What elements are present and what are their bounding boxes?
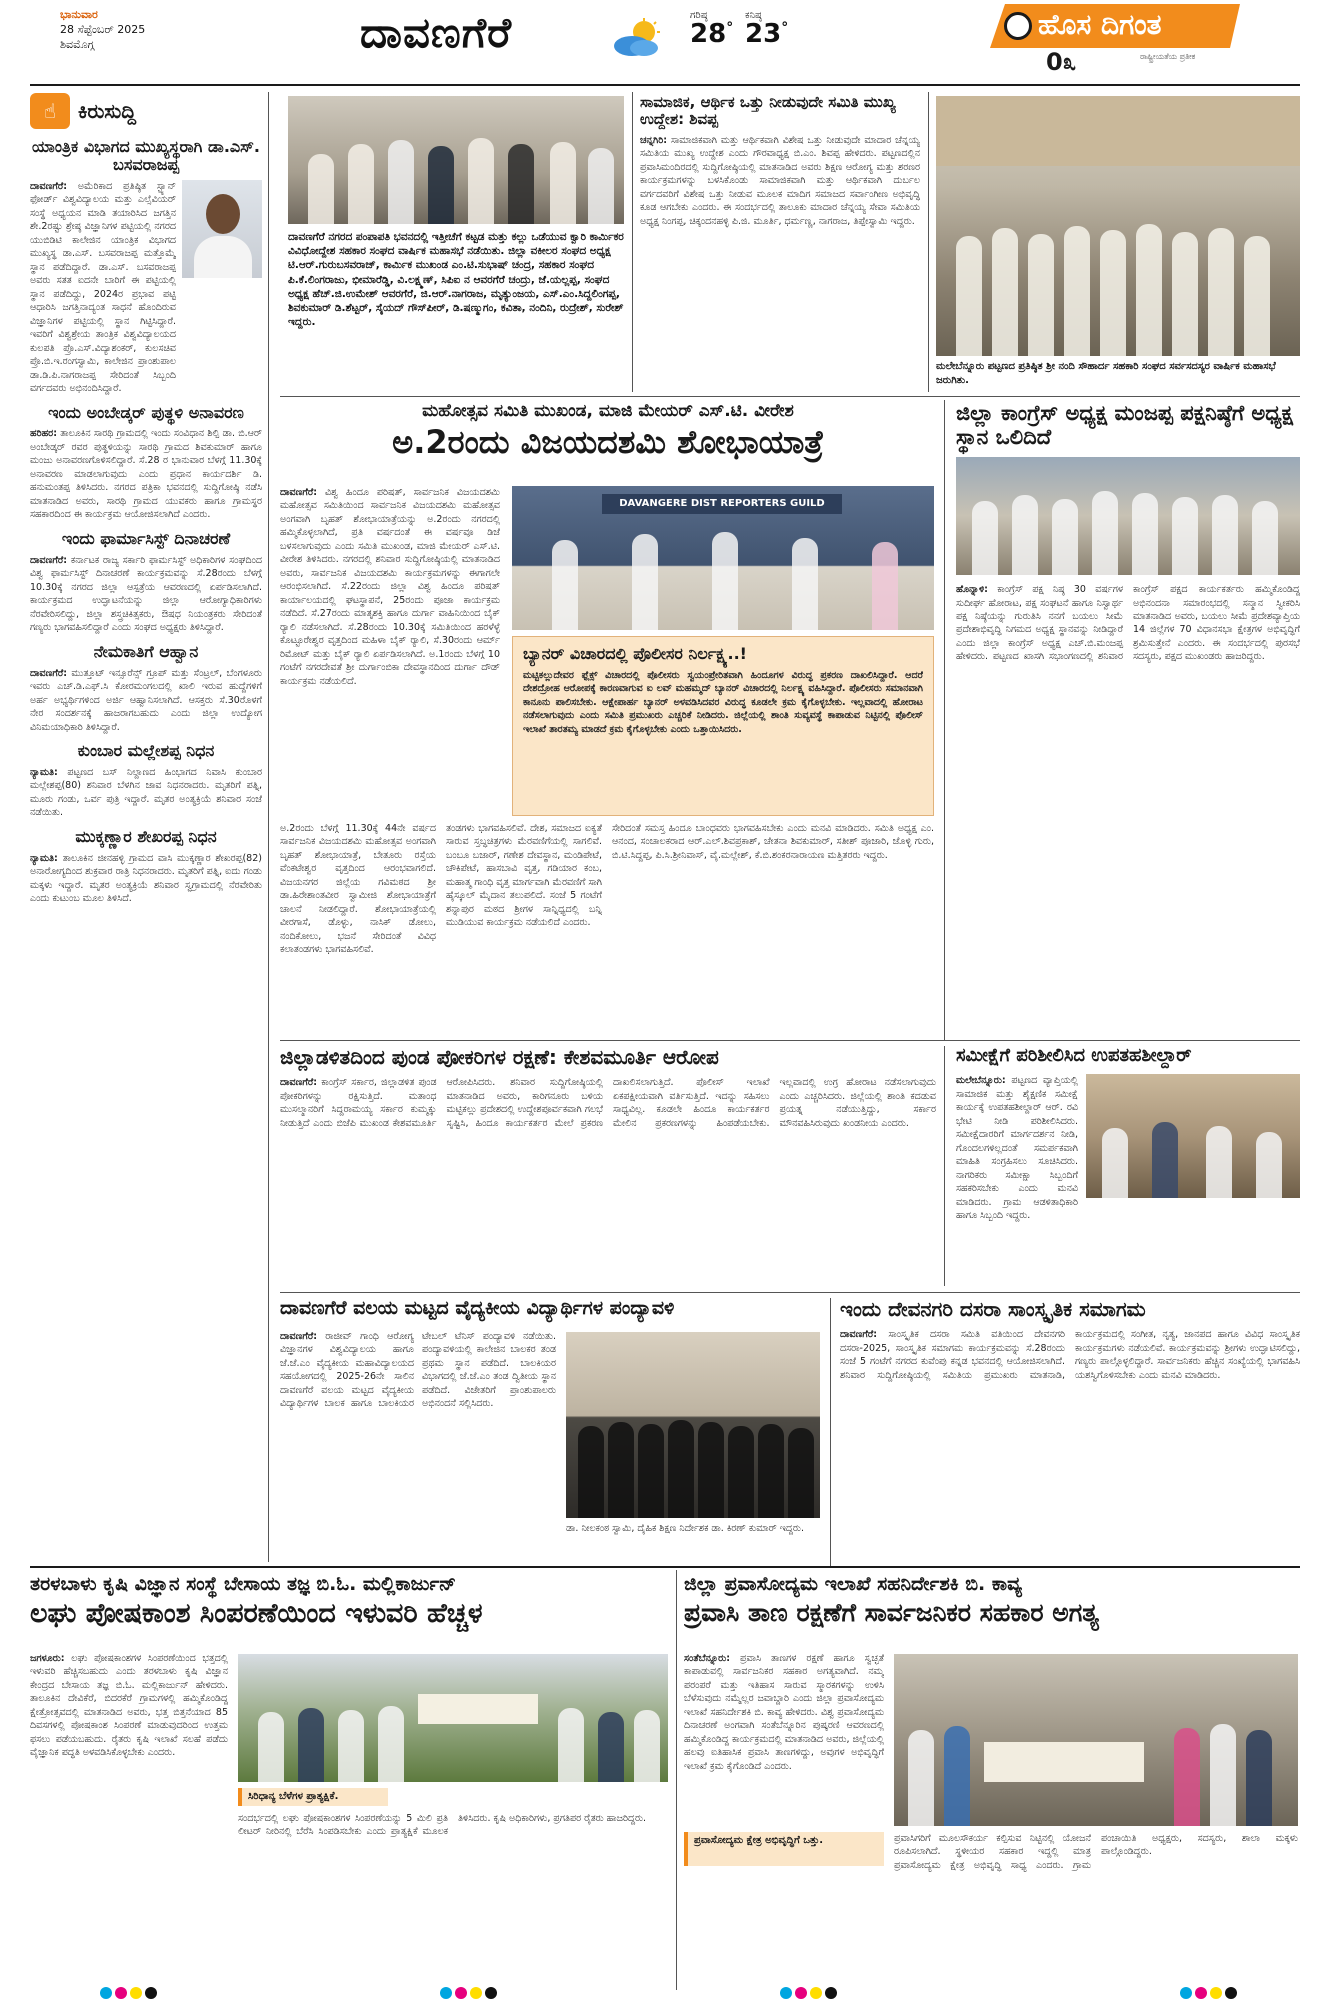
kiru-item-3-body [30,554,262,635]
kiru-item-5 [30,742,262,820]
top-caption-1: ದಾವಣಗೆರೆ ನಗರದ ಪಂಪಾಪತಿ ಭವನದಲ್ಲಿ ಇತ್ತೀಚೆಗೆ ಕಟ್ಟಡ ಮತ್ತು ಕಲ್ಲು ಒಡೆಯುವ ಕ್ವಾರಿ ಕಾರ್ಮಿಕರ ವಿವಿಧೋದ್ದೇಶ ಸಹಕಾರ ಸಂಘದ ವಾರ್ಷಿಕ ಮಹಾಸಭೆ ನಡೆಯಿತು. ಜಿಲ್ಲಾ ವಕೀಲರ ಸಂಘದ ಅಧ್ಯಕ್ಷ ಟಿ.ಆರ್.ಗುರುಬಸವರಾಜ್, ಕಾರ್ಮಿಕ ಮುಖಂಡ ಎಂ.ಟಿ.ಸುಭಾಷ್ ಚಂದ್ರ, ಸಹಕಾರ ಸಂಘದ ಪಿ.ಕೆ.ಲಿಂಗರಾಜು, ಭೀಮಾರೆಡ್ಡಿ, ವಿ.ಲಕ್ಷ್ಮಣ್, ಸಿಪಿಐ ನ ಆವರಗೆರೆ ಚಂದ್ರು, ಜೆ.ಯಲ್ಲಪ್ಪ, ಸಂಘದ ಅಧ್ಯಕ್ಷ ಹೆಚ್.ಜಿ.ಉಮೇಶ್ ಆವರಗೆರೆ, ಜಿ.ಆರ್.ನಾಗರಾಜ, ಮೃತ್ಯುಂಜಯ, ಎಸ್.ಎಂ.ಸಿದ್ದಲಿಂಗಪ್ಪ, ಶಿವಕುಮಾರ್ ಡಿ.ಶೆಟ್ಟರ್, ಸೈಯದ್ ಗೌಸ್‌ಪೀರ್, ಡಿ.ಷಣ್ಮುಗಂ, ಕವಿತಾ, ನಂದಿನಿ, ರುದ್ರೇಶ್, ಸುರೇಶ್ ಇದ್ದರು. [288,231,624,329]
pravasi-subbox-title: ಪ್ರವಾಸೋದ್ಯಮ ಕ್ಷೇತ್ರ ಅಭಿವೃದ್ಧಿಗೆ ಒತ್ತು. [694,1835,824,1846]
banner-issue-title: ಬ್ಯಾನರ್ ವಿಚಾರದಲ್ಲಿ ಪೊಲೀಸರ ನಿರ್ಲಕ್ಷ್ಯ..! [523,644,747,663]
krishi-subbox [238,1788,388,1806]
kiru-item-3-title: ಇಂದು ಫಾರ್ಮಾಸಿಸ್ಟ್ ದಿನಾಚರಣೆ [61,528,231,548]
upatahsildar-title: ಸಮೀಕ್ಷೆಗೆ ಪರಿಶೀಲಿಸಿದ ಉಪತಹಶೀಲ್ದಾರ್ [956,1046,1192,1066]
pundara-body [280,1076,936,1272]
max-temp-value: 28 [690,19,727,49]
masthead-date: 28 ಸೆಪ್ಟೆಂಬರ್ 2025 [60,22,146,36]
dasara2-dateline: ದಾವಣಗೆರೆ: [840,1329,878,1341]
kiru-item-5-body [30,766,262,820]
max-temp-label: ಗರಿಷ್ಠ [690,10,708,21]
kiru-suddi-badge [30,92,262,130]
kiru-item-1-text: ಅಮೆರಿಕಾದ ಪ್ರತಿಷ್ಠಿತ ಸ್ಟ್ಯಾನ್ ಫೋರ್ಡ್ ವಿಶ್ವವಿದ್ಯಾಲಯ ಮತ್ತು ಎಲ್ಸೆವಿಯರ್ ಸಂಸ್ಥೆ ಅಧ್ಯಯನ ಮಾಡಿ ತಯಾರಿಸಿದ ಜಗತ್ತಿನ ಶೇ.2ರಷ್ಟು ಶ್ರೇಷ್ಠ ವಿಜ್ಞಾನಿಗಳ ಪಟ್ಟಿಯಲ್ಲಿ ನಗರದ ಯುಬಿಡಿಟಿ ಕಾಲೇಜಿನ ಯಾಂತ್ರಿಕ ವಿಭಾಗದ ಮುಖ್ಯಸ್ಥ ಡಾ.ಎಸ್. ಬಸವರಾಜಪ್ಪ ಮತ್ತೊಮ್ಮೆ ಸ್ಥಾನ ಪಡೆದಿದ್ದಾರೆ. ಡಾ.ಎಸ್. ಬಸವರಾಜಪ್ಪ ಅವರು ಸತತ ಐದನೇ ಬಾರಿಗೆ ಈ ಪಟ್ಟಿಯಲ್ಲಿ ಸ್ಥಾನ ಪಡೆದಿದ್ದು, 2024ರ ಪ್ರಭಾವ ಪಟ್ಟಿ ಆಧಾರಿಸಿ ಜಗತ್ತಿನಾದ್ಯಂತ ಸಾಧನೆ ಹೊಂದಿರುವ ವಿಜ್ಞಾನಿಗಳ ಪಟ್ಟಿಯಲ್ಲಿ ಸ್ಥಾನ ಗಿಟ್ಟಿಸಿದ್ದಾರೆ. ಇವರಿಗೆ ವಿಶ್ವಶ್ರೇಯ ತಾಂತ್ರಿಕ ವಿಶ್ವವಿದ್ಯಾಲಯದ ಕುಲಪತಿ ಪ್ರೊ.ಎಸ್.ವಿದ್ಯಾಶಂಕರ್, ಕುಲಸಚಿವ ಪ್ರೊ.ಬಿ.ಇ.ರಂಗಸ್ವಾಮಿ, ಕಾಲೇಜಿನ ಪ್ರಾಂಶುಪಾಲ ಡಾ.ಡಿ.ಪಿ.ನಾಗರಾಜಪ್ಪ ಸೇರಿದಂತೆ ಸಿಬ್ಬಂದಿ ವರ್ಗದವರು ಅಭಿನಂದಿಸಿದ್ದಾರೆ. [30,180,176,395]
reporters-guild-banner: DAVANGERE DIST REPORTERS GUILD [602,494,842,514]
weather-icon [610,18,664,58]
col-rule-3 [928,92,929,392]
top-story-text: ಸಾಮಾಜಿಕವಾಗಿ ಮತ್ತು ಆರ್ಥಿಕವಾಗಿ ವಿಶೇಷ ಒತ್ತು ನೀಡುವುದೇ ಮಾದಾರ ಚೆನ್ನಯ್ಯ ಸಮಿತಿಯ ಮುಖ್ಯ ಉದ್ದೇಶ ಎಂದು ಗೌರವಾಧ್ಯಕ್ಷ ಬಿ.ಎಂ. ಶಿವಪ್ಪ ಹೇಳಿದರು. ಪಟ್ಟಣದಲ್ಲಿನ ಪ್ರವಾಸಿಮಂದಿರದಲ್ಲಿ ಸುದ್ದಿಗೋಷ್ಠಿಯಲ್ಲಿ ಮಾತನಾಡಿದ ಅವರು ಶಿಕ್ಷಣ ಆರೋಗ್ಯ ಮತ್ತು ಶರಣರ ಕಾರ್ಯಕ್ರಮಗಳನ್ನು ಬಳಸಿಕೊಂಡು ಸಾಮಾಜಿಕವಾಗಿ ಮತ್ತು ಆರ್ಥಿಕವಾಗಿ ದುರ್ಬಲ ವರ್ಗದವರಿಗೆ ವಿಶೇಷ ಒತ್ತು ನೀಡುವ ಮೂಲಕ ಮಾದಿಗ ಸಮಾಜದ ಸರ್ವಾಂಗೀಣ ಅಭಿವೃದ್ಧಿ ಕೂಡ ಆಗಬೇಕು ಎಂದರು. ಈ ಸಂದರ್ಭದಲ್ಲಿ ತಾಲೂಕು ಮಾದಾರ ಚೆನ್ನಯ್ಯ ಸೇವಾ ಸಮಿತಿಯ ಅಧ್ಯಕ್ಷ ನಿಂಗಪ್ಪ, ಚಿಕ್ಕಂದನಹಳ್ಳಿ ಪಿ.ಜಿ. ಮೂರ್ತಿ, ಧರ್ಮಣ್ಣ, ನಾಗರಾಜ, ತಿಪ್ಪೇಸ್ವಾಮಿ ಇದ್ದರು. [640,134,920,227]
pundara-dateline: ದಾವಣಗೆರೆ: [280,1077,318,1089]
banner-issue-box [512,636,934,816]
dasara-body-col-b: ತಂಡಗಳು ಭಾಗವಹಿಸಲಿವೆ. ದೇಶ, ಸಮಾಜದ ಐಕ್ಯತೆ ಸಾರುವ ಸ್ತಬ್ಧಚಿತ್ರಗಳು ಮೆರವಣಿಗೆಯಲ್ಲಿ ಸಾಗಲಿವೆ. ಬಂಬೂ ಬಜಾರ್, ಗಣೇಶ ದೇವಸ್ಥಾನ, ಮಂಡಿಪೇಟೆ, ಚೌಕಿಪೇಟೆ, ಹಾಸಬಾವಿ ವೃತ್ತ, ಗಡಿಯಾರ ಕಂಬ, ಮಹಾತ್ಮ ಗಾಂಧಿ ವೃತ್ತ ಮಾರ್ಗವಾಗಿ ಮೆರವಣಿಗೆ ಸಾಗಿ ಹೈಸ್ಕೂಲ್ ಮೈದಾನ ತಲುಪಲಿದೆ. ಸಂಜೆ 5 ಗಂಟೆಗೆ ಶನ್ನಾಪುರ ಮಠದ ಶ್ರೀಗಳ ಸಾನ್ನಿಧ್ಯದಲ್ಲಿ ಬನ್ನಿ ಮುಡಿಯುವ ಕಾರ್ಯಕ್ರಮ ನಡೆಯಲಿದೆ ಎಂದರು. [446,823,602,929]
kiru-suddi-column [30,92,262,1562]
congress-text: ಕಾಂಗ್ರೆಸ್ ಪಕ್ಷ ನಿಷ್ಠ 30 ವರ್ಷಗಳ ಸುದೀರ್ಘ ಹೋರಾಟ, ಪಕ್ಷ ಸಂಘಟನೆ ಹಾಗೂ ನಿಸ್ವಾರ್ಥ ಪಕ್ಷ ನಿಷ್ಠೆಯನ್ನು ಗುರುತಿಸಿ ನನಗೆ ಬಯಲು ಸೀಮೆ ಪ್ರದೇಶಾಭಿವೃದ್ಧಿ ನಿಗಮದ ಅಧ್ಯಕ್ಷ ಸ್ಥಾನವನ್ನು ನೀಡಿದ್ದಾರೆ ಎಂದು ಜಿಲ್ಲಾ ಕಾಂಗ್ರೆಸ್ ಅಧ್ಯಕ್ಷ ಎಚ್.ಬಿ.ಮಂಜಪ್ಪ ಹೇಳಿದರು. ಪಟ್ಟಣದ ಖಾಸಗಿ ಸಭಾಂಗಣದಲ್ಲಿ ಶನಿವಾರ ಕಾಂಗ್ರೆಸ್ ಪಕ್ಷದ ಕಾರ್ಯಕರ್ತರು ಹಮ್ಮಿಕೊಂಡಿದ್ದ ಅಭಿನಂದನಾ ಸಮಾರಂಭದಲ್ಲಿ ಸನ್ಮಾನ ಸ್ವೀಕರಿಸಿ ಮಾತನಾಡಿದ ಅವರು, ಬಯಲು ಸೀಮೆ ಪ್ರದೇಶವ್ಯಾಪ್ತಿಯ 14 ಜಿಲ್ಲೆಗಳ 70 ವಿಧಾನಸಭಾ ಕ್ಷೇತ್ರಗಳ ಅಭಿವೃದ್ಧಿಗೆ ಶ್ರಮಿಸುತ್ತೇನೆ ಎಂದರು. ಈ ಸಂದರ್ಭದಲ್ಲಿ ಪುರಸಭೆ ಸದಸ್ಯರು, ಪಕ್ಷದ ಮುಖಂಡರು ಹಾಜರಿದ್ದರು. [956,584,1300,663]
top-story-body [640,134,920,228]
pravasi-title: ಪ್ರವಾಸಿ ತಾಣ ರಕ್ಷಣೆಗೆ ಸಾರ್ವಜನಿಕರ ಸಹಕಾರ ಅಗತ್ಯ [684,1598,1099,1628]
kiru-item-1-body [30,180,176,396]
masthead-city: ಶಿವಮೊಗ್ಗ [60,37,95,51]
max-temp-degree: ° [726,20,734,36]
row-rule-1 [280,396,1300,397]
registration-dots-left [100,1984,160,2003]
col-rule-1 [268,92,269,1562]
kiru-item-4-body [30,667,262,734]
kiru-item-6-body [30,852,262,906]
dasara-body-col-c: ಸೇರಿದಂತೆ ಸಮಸ್ತ ಹಿಂದೂ ಬಾಂಧವರು ಭಾಗವಹಿಸಬೇಕು ಎಂದು ಮನವಿ ಮಾಡಿದರು. ಸಮಿತಿ ಅಧ್ಯಕ್ಷ ಎಂ. ಆನಂದ, ಸಂಚಾಲಕರಾದ ಆರ್.ಎಲ್.ಶಿವಪ್ರಕಾಶ್, ಚೇತನಾ ಶಿವಕುಮಾರ್, ಸತೀಶ್ ಪೂಜಾರಿ, ಜೊಳ್ಳಿ ಗುರು, ಬಿ.ಟಿ.ಸಿದ್ದಪ್ಪ, ಪಿ.ಸಿ.ಶ್ರೀನಿವಾಸ್, ವೈ.ಮಲ್ಲೇಶ್, ಕೆ.ಬಿ.ಶಂಕರನಾರಾಯಣ ಮತ್ತಿತರರು ಇದ್ದರು. [612,823,934,861]
kiru-item-2 [30,404,262,522]
upatahsildar-body [956,1074,1078,1270]
brand-name: ಹೊಸ ದಿಗಂತ [1038,8,1162,41]
upatahsildar-text: ಪಟ್ಟಣದ ವ್ಯಾಪ್ತಿಯಲ್ಲಿ ಸಾಮಾಜಿಕ ಮತ್ತು ಶೈಕ್ಷಣಿಕ ಸಮೀಕ್ಷೆ ಕಾರ್ಯಕ್ಕೆ ಉಪತಹಶೀಲ್ದಾರ್ ಆರ್. ರವಿ ಭೇಟಿ ನೀಡಿ ಪರಿಶೀಲಿಸಿದರು. ಸಮೀಕ್ಷೆದಾರರಿಗೆ ಮಾರ್ಗದರ್ಶನ ನೀಡಿ, ಗೊಂದಲಗಳಿಲ್ಲದಂತೆ ಸಮರ್ಪಕವಾಗಿ ಮಾಹಿತಿ ಸಂಗ್ರಹಿಸಲು ಸೂಚಿಸಿದರು. ನಾಗರಿಕರು ಸಮೀಕ್ಷಾ ಸಿಬ್ಬಂದಿಗೆ ಸಹಕರಿಸಬೇಕು ಎಂದು ಮನವಿ ಮಾಡಿದರು. ಗ್ರಾಮ ಆಡಳಿತಾಧಿಕಾರಿ ಹಾಗೂ ಸಿಬ್ಬಂದಿ ಇದ್ದರು. [956,1075,1078,1221]
dasara2-body [840,1328,1300,1556]
kiru-item-3 [30,530,262,635]
kiru-item-4-dateline: ದಾವಣಗೆರೆ: [30,667,68,679]
krishi-subbox-title: ಸಿರಿಧಾನ್ಯ ಬೆಳೆಗಳ ಪ್ರಾತ್ಯಕ್ಷಿಕೆ. [248,1791,339,1802]
top-story [640,94,920,390]
kiru-item-2-dateline: ಹರಿಹರ: [30,428,58,440]
brand-logo-icon [1004,12,1032,40]
pravasi-text: ಪ್ರವಾಸಿ ತಾಣಗಳ ರಕ್ಷಣೆ ಹಾಗೂ ಸ್ವಚ್ಛತೆ ಕಾಪಾಡುವಲ್ಲಿ ಸಾರ್ವಜನಿಕರ ಸಹಕಾರ ಅಗತ್ಯವಾಗಿದೆ. ನಮ್ಮ ಪರಂಪರೆ ಮತ್ತು ಇತಿಹಾಸ ಸಾರುವ ಸ್ಮಾರಕಗಳನ್ನು ಉಳಿಸಿ ಬೆಳೆಸುವುದು ನಮ್ಮೆಲ್ಲರ ಜವಾಬ್ದಾರಿ ಎಂದು ಜಿಲ್ಲಾ ಪ್ರವಾಸೋದ್ಯಮ ಇಲಾಖೆ ಸಹನಿರ್ದೇಶಕಿ ಬಿ. ಕಾವ್ಯ ಹೇಳಿದರು. ವಿಶ್ವ ಪ್ರವಾಸೋದ್ಯಮ ದಿನಾಚರಣೆ ಅಂಗವಾಗಿ ಸಂತೆಬೆನ್ನೂರಿನ ಪುಷ್ಕರಣಿ ಆವರಣದಲ್ಲಿ ಹಮ್ಮಿಕೊಂಡಿದ್ದ ಕಾರ್ಯಕ್ರಮದಲ್ಲಿ ಮಾತನಾಡಿದ ಅವರು, ಜಿಲ್ಲೆಯಲ್ಲಿ ಹಲವು ಐತಿಹಾಸಿಕ ಪ್ರವಾಸಿ ತಾಣಗಳಿದ್ದು, ಅವುಗಳ ಅಭಿವೃದ್ಧಿಗೆ ಇಲಾಖೆ ಕ್ರಮ ಕೈಗೊಂಡಿದೆ ಎಂದರು. [684,1653,884,1772]
min-temp-value: 23 [745,19,782,49]
registration-dots-far-right [1180,1984,1240,2003]
congress-body [956,583,1300,1023]
dasara2-title: ಇಂದು ದೇವನಗರಿ ದಸರಾ ಸಾಂಸ್ಕೃತಿಕ ಸಮಾಗಮ [840,1298,1146,1321]
kiru-item-2-text: ತಾಲೂಕಿನ ಸಾರಥಿ ಗ್ರಾಮದಲ್ಲಿ ಇಂದು ಸಂವಿಧಾನ ಶಿಲ್ಪಿ ಡಾ. ಬಿ.ಆರ್ ಅಂಬೇಡ್ಕರ್ ರವರ ಪುತ್ಥಳಿಯನ್ನು ಸಾರಥಿ ಗ್ರಾಮದ ಶಿವಕುಮಾರ್ ಹಾಗೂ ಮಂಜು ಅನಾವರಣಗೊಳಿಸಲಿದ್ದಾರೆ. ಸೆ.28 ರ ಭಾನುವಾರ ಬೆಳಗ್ಗೆ 11.30ಕ್ಕೆ ಅನಾವರಣ ಮಾಡಲಾಗುವುದು ಎಂದು ಪ್ರಧಾನ ಕಾರ್ಯದರ್ಶಿ ಡಿ. ಹನುಮಂತಪ್ಪ ತಿಳಿಸಿದರು. ನಗರದ ಪತ್ರಿಕಾ ಭವನದಲ್ಲಿ ಸುದ್ದಿಗೋಷ್ಠಿ ನಡೆಸಿ ಮಾತನಾಡಿದ ಅವರು, ಸಾರಥಿ ಗ್ರಾಮದ ಯುವಕರು ಹಾಗೂ ಗ್ರಾಮಸ್ಥರ ಸಹಕಾರದಿಂದ ಈ ಕಾರ್ಯಕ್ರಮ ಆಯೋಜಿಸಲಾಗಿದೆ ಎಂದರು. [30,428,262,521]
pundara-title: ಜಿಲ್ಲಾಡಳಿತದಿಂದ ಪುಂಡ ಪೋಕರಿಗಳ ರಕ್ಷಣೆ: ಕೇಶವಮೂರ್ತಿ ಆರೋಪ [280,1046,719,1069]
top-story-dateline: ಚನ್ನಗಿರಿ: [640,134,668,146]
upatahsildar-photo [1086,1074,1300,1198]
top-story-title: ಸಾಮಾಜಿಕ, ಆರ್ಥಿಕ ಒತ್ತು ನೀಡುವುದೇ ಸಮಿತಿ ಮುಖ್ಯ ಉದ್ದೇಶ: ಶಿವಪ್ಪ [640,94,896,128]
dasara2-text: ಸಾಂಸ್ಕೃತಿಕ ದಸರಾ ಸಮಿತಿ ವತಿಯಿಂದ ದೇವನಗರಿ ದಸರಾ-2025, ಸಾಂಸ್ಕೃತಿಕ ಸಮಾಗಮ ಕಾರ್ಯಕ್ರಮವನ್ನು ಸೆ.28ರಂದು ಸಂಜೆ 5 ಗಂಟೆಗೆ ನಗರದ ಕುವೆಂಪು ಕನ್ನಡ ಭವನದಲ್ಲಿ ಆಯೋಜಿಸಲಾಗಿದೆ. ಶನಿವಾರ ಸುದ್ದಿಗೋಷ್ಠಿಯಲ್ಲಿ ಸಮಿತಿಯ ಪ್ರಮುಖರು ಮಾತನಾಡಿ, ಕಾರ್ಯಕ್ರಮದಲ್ಲಿ ಸಂಗೀತ, ನೃತ್ಯ, ಜಾನಪದ ಹಾಗೂ ವಿವಿಧ ಸಾಂಸ್ಕೃತಿಕ ಕಾರ್ಯಕ್ರಮಗಳು ನಡೆಯಲಿವೆ. ಕಾರ್ಯಕ್ರಮವನ್ನು ಶ್ರೀಗಳು ಉದ್ಘಾಟಿಸಲಿದ್ದು, ಗಣ್ಯರು ಪಾಲ್ಗೊಳ್ಳಲಿದ್ದಾರೆ. ಸಾರ್ವಜನಿಕರು ಹೆಚ್ಚಿನ ಸಂಖ್ಯೆಯಲ್ಲಿ ಭಾಗವಹಿಸಿ ಯಶಸ್ವಿಗೊಳಿಸಬೇಕು ಎಂದು ಮನವಿ ಮಾಡಿದರು. [840,1329,1300,1381]
pravasi-photo [894,1654,1298,1826]
brand-block [990,4,1240,80]
pravasi-story [684,1574,1300,1974]
pravasi-kicker: ಜಿಲ್ಲಾ ಪ್ರವಾಸೋದ್ಯಮ ಇಲಾಖೆ ಸಹನಿರ್ದೇಶಕಿ ಬಿ. ಕಾವ್ಯ [684,1574,1022,1595]
min-temp-label: ಕನಿಷ್ಠ [745,10,762,21]
kiru-suddi-label: ಕಿರುಸುದ್ದಿ [78,99,137,123]
kiru-item-4-text: ಮುತ್ತೂಟ್ ಇನ್ಸೂರೆನ್ಸ್ ಗ್ರೂಪ್ ಮತ್ತು ಸೆಂಟ್ರಲ್, ಬೆಂಗಳೂರು ಇವರು ಎಚ್.ಡಿ.ಎಫ್.ಸಿ ಕೋರಮಂಗಲದಲ್ಲಿ ಖಾಲಿ ಇರುವ ಹುದ್ದೆಗಳಿಗೆ ಅರ್ಹ ಅಭ್ಯರ್ಥಿಗಳಿಂದ ಅರ್ಜಿ ಆಹ್ವಾನಿಸಲಾಗಿದೆ. ಆಸಕ್ತರು ಸೆ.30ರೊಳಗೆ ನೇರ ಸಂದರ್ಶನಕ್ಕೆ ಹಾಜರಾಗಬಹುದು ಎಂದು ಜಿಲ್ಲಾ ಉದ್ಯೋಗ ವಿನಿಮಯಾಧಿಕಾರಿ ತಿಳಿಸಿದ್ದಾರೆ. [30,667,262,733]
kiru-item-2-body [30,427,262,521]
krishi-kicker: ತರಳಬಾಳು ಕೃಷಿ ವಿಜ್ಞಾನ ಸಂಸ್ಥೆ ಬೇಸಾಯ ತಜ್ಞ ಬಿ.ಓ. ಮಲ್ಲಿಕಾರ್ಜುನ್ [30,1574,456,1595]
masthead-day: ಭಾನುವಾರ [60,8,98,21]
krishi-text: ಲಘು ಪೋಷಕಾಂಶಗಳ ಸಿಂಪರಣೆಯಿಂದ ಭತ್ತದಲ್ಲಿ ಇಳುವರಿ ಹೆಚ್ಚಿಸಬಹುದು ಎಂದು ತರಳಬಾಳು ಕೃಷಿ ವಿಜ್ಞಾನ ಕೇಂದ್ರದ ಬೇಸಾಯ ತಜ್ಞ ಬಿ.ಓ. ಮಲ್ಲಿಕಾರ್ಜುನ್ ಹೇಳಿದರು. ತಾಲೂಕಿನ ದೇವಿಕೆರೆ, ಬಿದರಕೆರೆ ಗ್ರಾಮಗಳಲ್ಲಿ ಹಮ್ಮಿಕೊಂಡಿದ್ದ ಕ್ಷೇತ್ರೋತ್ಸವದಲ್ಲಿ ಮಾತನಾಡಿದ ಅವರು, ಭತ್ತ ಬಿತ್ತನೆಯಾದ 85 ದಿವಸಗಳಲ್ಲಿ ಪೋಷಕಾಂಶ ಸಿಂಪರಣೆ ಮಾಡುವುದರಿಂದ ಉತ್ತಮ ಫಸಲು ಪಡೆಯಬಹುದು. ರೈತರು ಕೃಷಿ ಇಲಾಖೆ ಸಲಹೆ ಪಡೆದು ವೈಜ್ಞಾನಿಕ ಪದ್ಧತಿ ಅಳವಡಿಸಿಕೊಳ್ಳಬೇಕು ಎಂದರು. [30,1653,228,1759]
kiru-item-5-text: ಪಟ್ಟಣದ ಬಸ್ ನಿಲ್ದಾಣದ ಹಿಂಭಾಗದ ನಿವಾಸಿ ಕುಂಬಾರ ಮಲ್ಲೇಶಪ್ಪ(80) ಶನಿವಾರ ಬೆಳಗಿನ ಜಾವ ನಿಧನರಾದರು. ಮೃತರಿಗೆ ಪತ್ನಿ, ಮೂರು ಗಂಡು, ಒರ್ವ ಪುತ್ರಿ ಇದ್ದಾರೆ. ಮೃತರ ಅಂತ್ಯಕ್ರಿಯೆ ಶನಿವಾರ ಸಂಜೆ ನಡೆಯಿತು. [30,766,262,819]
congress-story [956,402,1300,1040]
col-rule-5 [944,1046,945,1286]
kiru-item-3-dateline: ದಾವಣಗೆರೆ: [30,554,68,566]
page-number: 0೩ [1046,48,1077,76]
krishi-title: ಲಘು ಪೋಷಕಾಂಶ ಸಿಂಪರಣೆಯಿಂದ ಇಳುವರಿ ಹೆಚ್ಚಳ [30,1598,483,1630]
kiru-item-5-title: ಕುಂಬಾರ ಮಲ್ಲೇಶಪ್ಪ ನಿಧನ [77,741,215,760]
vaidya-story [280,1298,822,1566]
dasara-body-col1 [280,486,500,816]
hand-icon: ☝ [30,93,70,129]
masthead-rule [30,84,1300,86]
dasara-title: ಅ.2ರಂದು ವಿಜಯದಶಮಿ ಶೋಭಾಯಾತ್ರೆ [392,423,824,462]
pravasi-body-2: ಪ್ರವಾಸಿಗರಿಗೆ ಮೂಲಸೌಕರ್ಯ ಕಲ್ಪಿಸುವ ನಿಟ್ಟಿನಲ್ಲಿ ಯೋಜನೆ ರೂಪಿಸಲಾಗಿದೆ. ಸ್ಥಳೀಯರ ಸಹಕಾರ ಇದ್ದಲ್ಲಿ ಮಾತ್ರ ಪ್ರವಾಸೋದ್ಯಮ ಕ್ಷೇತ್ರ ಅಭಿವೃದ್ಧಿ ಸಾಧ್ಯ ಎಂದರು. ಗ್ರಾಮ ಪಂಚಾಯಿತಿ ಅಧ್ಯಕ್ಷರು, ಸದಸ್ಯರು, ಶಾಲಾ ಮಕ್ಕಳು ಪಾಲ್ಗೊಂಡಿದ್ದರು. [894,1833,1298,1871]
masthead-edition-title: ದಾವಣಗೆರೆ [360,8,513,57]
kiru-item-6-title: ಮುಕ್ಕಣ್ಣಾರ ಶೇಖರಪ್ಪ ನಿಧನ [75,826,217,846]
kiru-item-1-portrait [182,180,262,278]
col-rule-6 [830,1298,831,1566]
pravasi-dateline: ಸಂತೆಬೆನ್ನೂರು: [684,1653,731,1664]
brand-tag: ರಾಷ್ಟ್ರೀಯತೆಯ ಪ್ರತೀಕ [1140,52,1196,61]
dasara-body-1: ವಿಶ್ವ ಹಿಂದೂ ಪರಿಷತ್, ಸಾರ್ವಜನಿಕ ವಿಜಯದಶಮಿ ಮಹೋತ್ಸವ ಸಮಿತಿಯಿಂದ ಸಾರ್ವಜನಿಕ ವಿಜಯದಶಮಿ ಮಹೋತ್ಸವ ಅಂಗವಾಗಿ ಬೃಹತ್ ಶೋಭಾಯಾತ್ರೆಯನ್ನು ಅ.2ರಂದು ನಗರದಲ್ಲಿ ಹಮ್ಮಿಕೊಳ್ಳಲಾಗಿದೆ, ಪ್ರತಿ ವರ್ಷದಂತೆ ಈ ವರ್ಷವೂ ಡಿಜೆ ಬಳಸಲಾಗುವುದು ಎಂದು ಸಮಿತಿ ಮುಖಂಡ, ಮಾಜಿ ಮೇಯರ್ ಎಸ್.ಟಿ. ವೀರೇಶ ತಿಳಿಸಿದರು. ನಗರದಲ್ಲಿ ಶನಿವಾರ ಸುದ್ದಿಗೋಷ್ಠಿಯಲ್ಲಿ ಮಾತನಾಡಿದ ಅವರು, ಸಾರ್ವಜನಿಕ ವಿಜಯದಶಮಿ ಕಾರ್ಯಕ್ರಮಗಳನ್ನು ಈಗಾಗಲೇ ಆರಂಭಿಸಲಾಗಿದೆ. ಸೆ.22ರಂದು ಜಿಲ್ಲಾ ವಿಶ್ವ ಹಿಂದೂ ಪರಿಷತ್ ಕಾರ್ಯಾಲಯದಲ್ಲಿ ಘಟಸ್ಥಾಪನೆ, 25ರಂದು ಪೂಜಾ ಕಾರ್ಯಕ್ರಮ ನಡೆದಿದೆ. ಸೆ.27ರಂದು ಮಾತೃಶಕ್ತಿ ಹಾಗೂ ದುರ್ಗಾ ವಾಹಿನಿಯಿಂದ ಬೈಕ್ ರ್‍ಯಾಲಿ ನಡೆಸಲಾಗಿದೆ. ಸೆ.28ರಂದು 10.30ಕ್ಕೆ ಸಮಿತಿಯಿಂದ ಹರಳೆಳ್ಳೆ ಕೊಟ್ಟೂರೇಶ್ವರ ವೃತ್ತದಿಂದ ಮಹಿಳಾ ಬೈಕ್ ರ್‍ಯಾಲಿ, ಸೆ.30ರಂದು ಆರ್ಮ್ ರಿಮೋಟ್ ಮತ್ತು ಬೈಕ್ ರ್‍ಯಾಲಿ ಏರ್ಪಡಿಸಲಾಗಿದೆ. ಅ.1ರಂದು ಬೆಳಗ್ಗೆ 10 ಗಂಟೆಗೆ ನಗರದೇವತೆ ಶ್ರೀ ದುರ್ಗಾಂಬಿಕಾ ದೇವಸ್ಥಾನದಿಂದ ದುರ್ಗಾ ದೌಡ್ ಕಾರ್ಯಕ್ರಮ ನಡೆಯಲಿದೆ. [280,487,500,687]
dasara2-story [840,1298,1300,1566]
kiru-item-1-title: ಯಾಂತ್ರಿಕ ವಿಭಾಗದ ಮುಖ್ಯಸ್ಥರಾಗಿ ಡಾ.ಎಸ್. ಬಸವರಾಜಪ್ಪ [32,137,260,174]
kiru-item-3-text: ಕರ್ನಾಟಕ ರಾಜ್ಯ ಸರ್ಕಾರಿ ಫಾರ್ಮಸಿಸ್ಟ್ ಅಧಿಕಾರಿಗಳ ಸಂಘದಿಂದ ವಿಶ್ವ ಫಾರ್ಮಸಿಸ್ಟ್ ದಿನಾಚರಣೆ ಕಾರ್ಯಕ್ರಮವನ್ನು ಸೆ.28ರಂದು ಬೆಳಗ್ಗೆ 10.30ಕ್ಕೆ ನಗರದ ಜಿಲ್ಲಾ ಆಸ್ಪತ್ರೆಯ ಆವರಣದಲ್ಲಿ ಏರ್ಪಡಿಸಲಾಗಿದೆ. ಕಾರ್ಯಕ್ರಮದ ಉದ್ಘಾಟನೆಯನ್ನು ಜಿಲ್ಲಾ ಆರೋಗ್ಯಾಧಿಕಾರಿಗಳು ನೆರವೇರಿಸಲಿದ್ದು, ಜಿಲ್ಲಾ ಶಸ್ತ್ರಚಿಕಿತ್ಸಕರು, ಔಷಧ ನಿಯಂತ್ರಕರು ಸೇರಿದಂತೆ ಗಣ್ಯರು ಭಾಗವಹಿಸಲಿದ್ದಾರೆ ಎಂದು ಸಂಘದ ಅಧ್ಯಕ್ಷರು ತಿಳಿಸಿದ್ದಾರೆ. [30,554,262,634]
dasara-dateline: ದಾವಣಗೆರೆ: [280,487,318,498]
congress-title: ಜಿಲ್ಲಾ ಕಾಂಗ್ರೆಸ್ ಅಧ್ಯಕ್ಷ ಮಂಜಪ್ಪ ಪಕ್ಷನಿಷ್ಠೆಗೆ ಅಧ್ಯಕ್ಷ ಸ್ಥಾನ ಒಲಿದಿದೆ [956,402,1294,449]
dasara-press-photo [512,486,934,630]
vaidya-photo [566,1332,820,1518]
congress-dateline: ಹೊನ್ನಾಳಿ: [956,584,988,596]
kiru-item-6-text: ತಾಲೂಕಿನ ಜೀನಹಳ್ಳಿ ಗ್ರಾಮದ ವಾಸಿ ಮುಕ್ಕಣ್ಣಾರ ಶೇಖರಪ್ಪ(82) ಅನಾರೋಗ್ಯದಿಂದ ಶುಕ್ರವಾರ ರಾತ್ರಿ ನಿಧನರಾದರು. ಮೃತರಿಗೆ ಪತ್ನಿ, ಐದು ಗಂಡು ಮಕ್ಕಳು ಇದ್ದಾರೆ. ಮೃತರ ಅಂತ್ಯಕ್ರಿಯೆ ಶನಿವಾರ ಸ್ವಗ್ರಾಮದಲ್ಲಿ ನೆರವೇರಿತು ಎಂದು ಕುಟುಂಬ ಮೂಲ ತಿಳಿಸಿದೆ. [30,852,262,905]
kiru-item-1-dateline: ದಾವಣಗೆರೆ: [30,180,68,192]
pravasi-body [684,1652,884,1972]
masthead [0,0,1331,86]
krishi-body-2: ಸಂದರ್ಭದಲ್ಲಿ ಲಘು ಪೋಷಕಾಂಶಗಳ ಸಿಂಪರಣೆಯನ್ನು 5 ಮಿಲಿ ಪ್ರತಿ ಲೀಟರ್ ನೀರಿನಲ್ಲಿ ಬೆರೆಸಿ ಸಿಂಪಡಿಸಬೇಕು ಎಂದು ಪ್ರಾತ್ಯಕ್ಷಿಕೆ ಮೂಲಕ ತಿಳಿಸಿದರು. ಕೃಷಿ ಅಧಿಕಾರಿಗಳು, ಪ್ರಗತಿಪರ ರೈತರು ಹಾಜರಿದ್ದರು. [238,1813,647,1838]
kiru-item-4 [30,643,262,734]
masthead-dateblock [60,8,200,53]
vaidya-text: ರಾಜೀವ್ ಗಾಂಧಿ ಆರೋಗ್ಯ ವಿಜ್ಞಾನಗಳ ವಿಶ್ವವಿದ್ಯಾಲಯ ಹಾಗೂ ಜೆ.ಜೆ.ಎಂ ವೈದ್ಯಕೀಯ ಮಹಾವಿದ್ಯಾಲಯದ ಸಹಯೋಗದಲ್ಲಿ 2025-26ನೇ ಸಾಲಿನ ದಾವಣಗೆರೆ ವಲಯ ಮಟ್ಟದ ವೈದ್ಯಕೀಯ ವಿದ್ಯಾರ್ಥಿಗಳ ಬಾಲಕ ಹಾಗೂ ಬಾಲಕಿಯರ ಟೇಬಲ್ ಟೆನಿಸ್ ಪಂದ್ಯಾವಳಿ ನಡೆಯಿತು. ಪಂದ್ಯಾವಳಿಯಲ್ಲಿ ಕಾಲೇಜಿನ ಬಾಲಕರ ತಂಡ ಪ್ರಥಮ ಸ್ಥಾನ ಪಡೆದಿದೆ. ಬಾಲಕಿಯರ ವಿಭಾಗದಲ್ಲಿ ಜೆ.ಜೆ.ಎಂ ತಂಡ ದ್ವಿತೀಯ ಸ್ಥಾನ ಪಡೆದಿದೆ. ವಿಜೇತರಿಗೆ ಪ್ರಾಂಶುಪಾಲರು ಅಭಿನಂದನೆ ಸಲ್ಲಿಸಿದರು. [280,1331,556,1410]
vaidya-title: ದಾವಣಗೆರೆ ವಲಯ ಮಟ್ಟದ ವೈದ್ಯಕೀಯ ವಿದ್ಯಾರ್ಥಿಗಳ ಪಂದ್ಯಾವಳಿ [280,1298,675,1319]
top-photo-2 [936,96,1300,356]
pundara-text: ಕಾಂಗ್ರೆಸ್ ಸರ್ಕಾರ, ಜಿಲ್ಲಾಡಳಿತ ಪುಂಡ ಪೋಕರಿಗಳನ್ನು ರಕ್ಷಿಸುತ್ತಿದೆ. ಮತಾಂಧ ಮುಸಲ್ಮಾನರಿಗೆ ಸಿದ್ದರಾಮಯ್ಯ ಸರ್ಕಾರ ಕುಮ್ಮಕ್ಕು ನೀಡುತ್ತಿದೆ ಎಂದು ಬಿಜೆಪಿ ಮುಖಂಡ ಕೇಶವಮೂರ್ತಿ ಆರೋಪಿಸಿದರು. ಶನಿವಾರ ಸುದ್ದಿಗೋಷ್ಠಿಯಲ್ಲಿ ಮಾತನಾಡಿದ ಅವರು, ಕಾರಿಗನೂರು ಬಳಿಯ ಮಟ್ಟಿಕಲ್ಲು ಪ್ರದೇಶದಲ್ಲಿ ಉದ್ದೇಶಪೂರ್ವಕವಾಗಿ ಗಲಭೆ ಸೃಷ್ಟಿಸಿ, ಹಿಂದೂ ಕಾರ್ಯಕರ್ತರ ಮೇಲೆ ಪ್ರಕರಣ ದಾಖಲಿಸಲಾಗುತ್ತಿದೆ. ಪೊಲೀಸ್ ಇಲಾಖೆ ಏಕಪಕ್ಷೀಯವಾಗಿ ವರ್ತಿಸುತ್ತಿದೆ. ಇದನ್ನು ಸಹಿಸಲು ಸಾಧ್ಯವಿಲ್ಲ. ಕೂಡಲೇ ಹಿಂದೂ ಕಾರ್ಯಕರ್ತರ ಮೇಲಿನ ಪ್ರಕರಣಗಳನ್ನು ಹಿಂಪಡೆಯಬೇಕು. ಇಲ್ಲವಾದಲ್ಲಿ ಉಗ್ರ ಹೋರಾಟ ನಡೆಸಲಾಗುವುದು ಎಂದು ಎಚ್ಚರಿಸಿದರು. ಜಿಲ್ಲೆಯಲ್ಲಿ ಶಾಂತಿ ಕದಡುವ ಪ್ರಯತ್ನ ನಡೆಯುತ್ತಿದ್ದು, ಸರ್ಕಾರ ಮೌನವಹಿಸಿರುವುದು ಖಂಡನೀಯ ಎಂದರು. [280,1077,936,1129]
max-temp-block [690,10,733,47]
kiru-item-2-title: ಇಂದು ಅಂಬೇಡ್ಕರ್ ಪುತ್ಥಳಿ ಅನಾವರಣ [48,402,244,422]
pravasi-banner [984,1742,1144,1782]
col-rule-4 [944,400,945,1040]
dasara-story [280,402,936,1040]
min-temp-degree: ° [781,20,789,36]
kiru-item-6 [30,828,262,906]
row-rule-3 [280,1292,1300,1293]
upatahsildar-dateline: ಮಲೇಬೆನ್ನೂರು: [956,1075,1006,1087]
krishi-story [30,1574,670,1974]
kiru-item-5-dateline: ನ್ಯಾಮತಿ: [30,766,58,778]
dasara-body-col-a: ಅ.2ರಂದು ಬೆಳಗ್ಗೆ 11.30ಕ್ಕೆ 44ನೇ ವರ್ಷದ ಸಾರ್ವಜನಿಕ ವಿಜಯದಶಮಿ ಮಹೋತ್ಸವ ಅಂಗವಾಗಿ ಬೃಹತ್ ಶೋಭಾಯಾತ್ರೆ, ಬೇತೂರು ರಸ್ತೆಯ ವೆಂಕಟೇಶ್ವರ ವೃತ್ತದಿಂದ ಆರಂಭವಾಗಲಿದೆ. ವಿಜಯನಗರ ಜಿಲ್ಲೆಯ ಗವಿಮಠದ ಶ್ರೀ ಡಾ.ಹಿರೇಶಾಂತವೀರ ಸ್ವಾಮೀಜಿ ಶೋಭಾಯಾತ್ರೆಗೆ ಚಾಲನೆ ನೀಡಲಿದ್ದಾರೆ. ಶೋಭಾಯಾತ್ರೆಯಲ್ಲಿ ವೀರಗಾಸೆ, ಡೊಳ್ಳು, ನಾಸಿಕ್ ಡೋಲು, ನಂದಿಕೋಲು, ಭಜನೆ ಸೇರಿದಂತೆ ವಿವಿಧ ಕಲಾತಂಡಗಳು ಭಾಗವಹಿಸಲಿವೆ. [280,823,436,956]
krishi-photo [238,1654,668,1782]
row-rule-4 [30,1566,1300,1568]
top-caption-2: ಮಲೇಬೆನ್ನೂರು ಪಟ್ಟಣದ ಪ್ರತಿಷ್ಠಿತ ಶ್ರೀ ನಂದಿ ಸೌಹಾರ್ದ ಸಹಕಾರಿ ಸಂಘದ ಸರ್ವಸದಸ್ಯರ ವಾರ್ಷಿಕ ಮಹಾಸಭೆ ಜರುಗಿತು. [936,361,1276,386]
krishi-body [30,1652,228,1972]
banner-issue-body: ಮಟ್ಟಿಕಲ್ಲುದೇವರ ಫ್ಲೆಕ್ಸ್ ವಿಚಾರದಲ್ಲಿ ಪೊಲೀಸರು ಸ್ವಯಂಪ್ರೇರಿತವಾಗಿ ಹಿಂದೂಗಳ ವಿರುದ್ಧ ಪ್ರಕರಣ ದಾಖಲಿಸಿದ್ದಾರೆ. ಆದರೆ ದೇಶದ್ರೋಹ ಆರೋಪಕ್ಕೆ ಕಾರಣವಾಗುವ ಐ ಲವ್ ಮಹಮ್ಮದ್ ಬ್ಯಾನರ್ ವಿಚಾರದಲ್ಲಿ ನಿರ್ಲಕ್ಷ್ಯ ವಹಿಸಿದ್ದಾರೆ. ಪೊಲೀಸರು ಸಮಾನವಾಗಿ ಕಾನೂನು ಪಾಲಿಸಬೇಕು. ಆಕ್ಷೇಪಾರ್ಹ ಬ್ಯಾನರ್ ಅಳವಡಿಸಿದವರ ವಿರುದ್ಧ ಕೂಡಲೇ ಕ್ರಮ ಕೈಗೊಳ್ಳಬೇಕು. ಇಲ್ಲವಾದಲ್ಲಿ ಹೋರಾಟ ನಡೆಸಲಾಗುವುದು ಎಂದು ಸಮಿತಿ ಪ್ರಮುಖರು ಎಚ್ಚರಿಕೆ ನೀಡಿದರು. ಜಿಲ್ಲೆಯಲ್ಲಿ ಶಾಂತಿ ಸುವ್ಯವಸ್ಥೆ ಕಾಪಾಡುವ ನಿಟ್ಟಿನಲ್ಲಿ ಪೊಲೀಸ್ ಇಲಾಖೆ ತಾರತಮ್ಯ ಮಾಡದೆ ಕ್ರಮ ಕೈಗೊಳ್ಳಬೇಕು ಎಂದು ಒತ್ತಾಯಿಸಿದರು. [523,669,923,735]
vaidya-body [280,1330,556,1564]
dasara-kicker: ಮಹೋತ್ಸವ ಸಮಿತಿ ಮುಖಂಡ, ಮಾಜಿ ಮೇಯರ್ ಎಸ್.ಟಿ. ವೀರೇಶ [422,402,794,421]
vaidya-dateline: ದಾವಣಗೆರೆ: [280,1331,318,1342]
congress-photo [956,457,1300,575]
vaidya-caption: ಡಾ. ನೀಲಕಂಠ ಸ್ವಾಮಿ, ದೈಹಿಕ ಶಿಕ್ಷಣ ನಿರ್ದೇಶಕ ಡಾ. ಕಿರಣ್ ಕುಮಾರ್ ಇದ್ದರು. [566,1523,804,1534]
registration-dots-right [780,1984,840,2003]
row-rule-2 [280,1040,1300,1041]
col-rule-7 [676,1570,677,1990]
pravasi-subbox [684,1832,884,1866]
krishi-dateline: ಜಗಳೂರು: [30,1653,65,1664]
col-rule-2 [632,92,633,392]
registration-dots-mid [440,1984,500,2003]
kiru-item-1 [30,138,262,396]
upatahsildar-story [956,1046,1300,1286]
kiru-item-6-dateline: ನ್ಯಾಮತಿ: [30,852,58,864]
krishi-banner [418,1694,538,1724]
kiru-item-4-title: ನೇಮಕಾತಿಗೆ ಆಹ್ವಾನ [93,641,199,661]
top-photo-1 [288,96,624,224]
pundara-story [280,1046,936,1286]
min-temp-block [745,10,788,47]
